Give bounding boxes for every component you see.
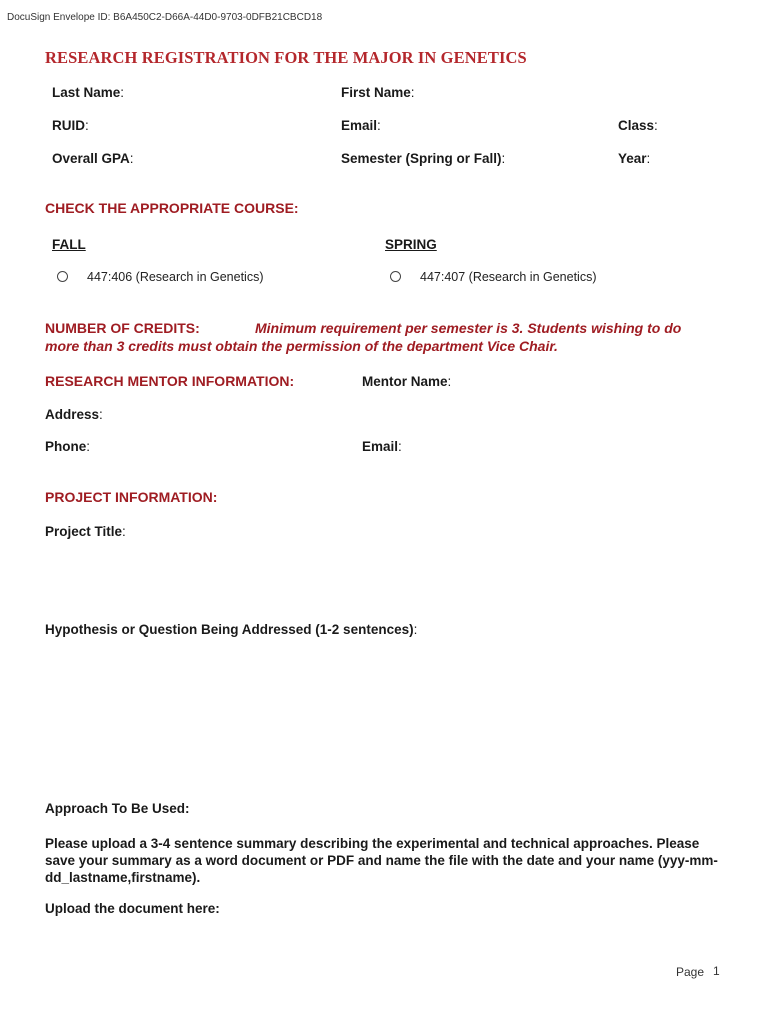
project-heading: PROJECT INFORMATION: bbox=[45, 489, 218, 505]
class-label: Class: bbox=[618, 118, 658, 133]
spring-heading: SPRING bbox=[385, 237, 437, 252]
spring-course-label: 447:407 (Research in Genetics) bbox=[420, 270, 597, 284]
mentor-address-label: Address: bbox=[45, 407, 103, 422]
mentor-heading: RESEARCH MENTOR INFORMATION: bbox=[45, 373, 295, 389]
email-label: Email: bbox=[341, 118, 381, 133]
semester-label: Semester (Spring or Fall): bbox=[341, 151, 506, 166]
upload-label: Upload the document here: bbox=[45, 901, 220, 916]
mentor-name-label: Mentor Name: bbox=[362, 374, 452, 389]
course-heading: CHECK THE APPROPRIATE COURSE: bbox=[45, 200, 299, 216]
year-label: Year: bbox=[618, 151, 651, 166]
fall-heading: FALL bbox=[52, 237, 86, 252]
upload-instructions: Please upload a 3-4 sentence summary describing the experimental and technical approaches. Please save your summary as a word document or PDF and name the file with the date and your name (yyy-mm-dd_lastname,firstname). bbox=[45, 836, 718, 885]
spring-course-radio[interactable] bbox=[390, 271, 401, 282]
page-number: 1 bbox=[713, 964, 720, 978]
page-label: Page bbox=[676, 965, 705, 979]
mentor-email-label: Email: bbox=[362, 439, 402, 454]
page-title: RESEARCH REGISTRATION FOR THE MAJOR IN GENETICS bbox=[45, 48, 527, 67]
project-title-label: Project Title: bbox=[45, 524, 126, 539]
credits-note-line2: more than 3 credits must obtain the permission of the department Vice Chair. bbox=[45, 338, 558, 354]
fall-course-radio[interactable] bbox=[57, 271, 68, 282]
mentor-phone-label: Phone: bbox=[45, 439, 91, 454]
ruid-label: RUID: bbox=[52, 118, 89, 133]
credits-heading: NUMBER OF CREDITS: bbox=[45, 320, 200, 336]
fall-course-label: 447:406 (Research in Genetics) bbox=[87, 270, 264, 284]
hypothesis-label: Hypothesis or Question Being Addressed (1-2 sentences): bbox=[45, 622, 418, 637]
first-name-label: First Name: bbox=[341, 85, 415, 100]
last-name-label: Last Name: bbox=[52, 85, 125, 100]
approach-label: Approach To Be Used: bbox=[45, 801, 190, 816]
gpa-label: Overall GPA: bbox=[52, 151, 134, 166]
credits-note-line1: Minimum requirement per semester is 3. Students wishing to do bbox=[255, 320, 682, 336]
envelope-id: DocuSign Envelope ID: B6A450C2-D66A-44D0-9703-0DFB21CBCD18 bbox=[7, 12, 323, 23]
